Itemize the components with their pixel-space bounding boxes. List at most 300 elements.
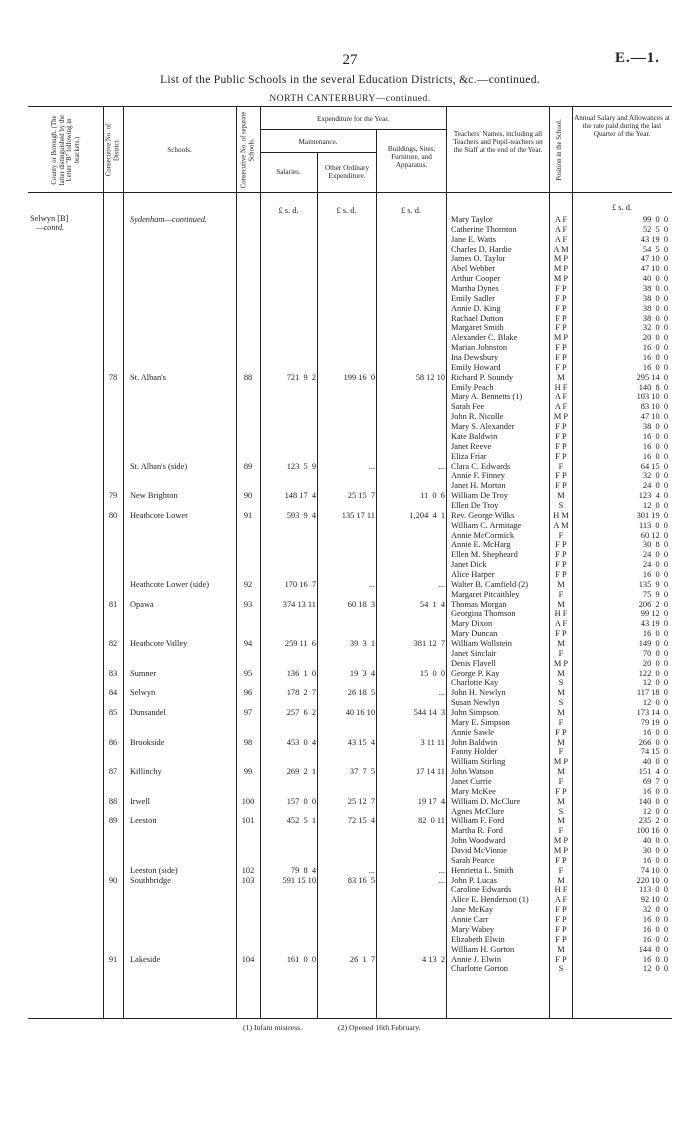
teacher-name: John P. Lucas xyxy=(451,875,497,885)
teacher-position: M P xyxy=(553,757,569,767)
teacher-name: Charlotte Kay xyxy=(451,678,499,688)
teacher-salary: 52 5 0 xyxy=(642,224,668,234)
school-number: 89 xyxy=(243,461,253,471)
teacher-salary: 16 0 0 xyxy=(642,362,668,372)
teacher-position: H M xyxy=(553,510,569,520)
other-expenditure-value: 135 17 11 xyxy=(341,510,375,520)
teacher-salary: 20 0 0 xyxy=(642,333,668,343)
teacher-position: M xyxy=(557,372,565,382)
teacher-name: John Baldwin xyxy=(451,737,498,747)
teacher-salary: 122 0 0 xyxy=(638,668,668,678)
other-expenditure-value: 40 16 10 xyxy=(345,708,375,717)
teacher-position: F P xyxy=(555,284,567,294)
salaries-value: 721 9 2 xyxy=(286,372,316,382)
salaries-value: 136 1 0 xyxy=(286,668,316,678)
school-name: Heathcote Lower xyxy=(130,510,188,520)
teacher-salary: 12 0 0 xyxy=(642,698,668,708)
school-number: 88 xyxy=(243,372,253,382)
other-expenditure-value: 25 15 7 xyxy=(347,491,375,501)
other-expenditure-value: 25 12 7 xyxy=(347,796,375,806)
teacher-position: A F xyxy=(554,234,568,244)
district-number: 79 xyxy=(108,491,118,501)
teacher-position: A F xyxy=(554,224,568,234)
district-number: 87 xyxy=(108,767,118,777)
page-reference: E.—1. xyxy=(614,50,660,66)
teacher-name: Martha Dynes xyxy=(451,284,499,294)
buildings-value: 15 0 0 xyxy=(419,668,445,678)
teacher-name: Thomas Morgan xyxy=(451,599,507,609)
teacher-salary: 151 4 0 xyxy=(638,767,668,777)
teacher-salary: 38 0 0 xyxy=(642,293,668,303)
buildings-value: 381 12 7 xyxy=(413,638,445,648)
county-name: Selwyn [B] xyxy=(30,214,69,223)
teacher-salary: 74 15 0 xyxy=(640,747,668,757)
teacher-salary: 38 0 0 xyxy=(642,313,668,323)
teacher-name: Rev. George Wilks xyxy=(451,510,515,520)
teacher-name: William F. Ford xyxy=(451,816,505,826)
teacher-salary: 16 0 0 xyxy=(642,924,668,934)
teacher-salary: 38 0 0 xyxy=(642,284,668,294)
other-units: £ s. d. xyxy=(336,206,357,215)
buildings-value: 544 14 3 xyxy=(413,708,445,717)
header-teachers: Teachers' Names, including all Teachers and Pupil-teachers on the Staff at the end of the Year. xyxy=(453,130,543,154)
teacher-position: M xyxy=(557,875,565,885)
district-number: 91 xyxy=(108,954,118,964)
district-number: 84 xyxy=(108,688,118,698)
teacher-name: Marian Johnston xyxy=(451,343,508,353)
buildings-value: 54 1 4 xyxy=(419,599,445,609)
school-name: St. Alban's xyxy=(130,372,166,382)
teacher-salary: 149 0 0 xyxy=(638,638,668,648)
salaries-value: 178 2 7 xyxy=(286,688,316,698)
teacher-name: Annie F. Finney xyxy=(451,471,505,481)
teacher-position: F xyxy=(558,589,564,599)
teacher-name: Ina Dewsbury xyxy=(451,353,499,363)
school-number: 97 xyxy=(243,708,253,717)
teacher-name: Eliza Friar xyxy=(451,451,487,461)
teacher-position: M P xyxy=(553,846,569,856)
teacher-salary: 75 9 0 xyxy=(642,589,668,599)
teacher-salary: 266 0 0 xyxy=(638,737,668,747)
salaries-units: £ s. d. xyxy=(278,206,299,215)
teacher-name: Catherine Thornton xyxy=(451,224,517,234)
teacher-name: Alexander C. Blake xyxy=(451,333,518,343)
teacher-salary: 60 12 0 xyxy=(640,530,668,540)
teacher-name: Charlotte Gorton xyxy=(451,964,508,974)
teacher-name: John Watson xyxy=(451,767,494,777)
buildings-value: ... xyxy=(438,461,445,471)
teacher-name: John Woodward xyxy=(451,836,506,846)
teacher-salary: 38 0 0 xyxy=(642,303,668,313)
teacher-name: William De Troy xyxy=(451,491,508,501)
district-number: 81 xyxy=(108,599,118,609)
teacher-name: Elizabeth Elwin xyxy=(451,934,505,944)
teacher-name: Margaret Pitcaithley xyxy=(451,589,520,599)
teacher-salary: 92 10 0 xyxy=(640,895,668,905)
teacher-position: M xyxy=(557,708,565,717)
salaries-value: 374 13 11 xyxy=(282,599,316,609)
teacher-name: Clara C. Edwards xyxy=(451,461,511,471)
school-name: Lakeside xyxy=(130,954,161,964)
teacher-name: William H. Gorton xyxy=(451,944,515,954)
teacher-name: Alice Harper xyxy=(451,569,495,579)
teacher-salary: 12 0 0 xyxy=(642,964,668,974)
teacher-salary: 24 0 0 xyxy=(642,550,668,560)
teacher-position: A F xyxy=(554,392,568,402)
teacher-name: Susan Newlyn xyxy=(451,698,500,708)
other-expenditure-value: ... xyxy=(368,579,375,589)
teacher-salary: 16 0 0 xyxy=(642,934,668,944)
school-name: Southbridge xyxy=(130,875,171,885)
teacher-position: M P xyxy=(553,333,569,343)
teacher-position: M xyxy=(557,796,565,806)
teacher-position: M P xyxy=(553,274,569,284)
teacher-position: F P xyxy=(555,954,567,964)
teacher-position: F xyxy=(558,777,564,787)
teacher-position: H F xyxy=(554,885,568,895)
salaries-value: 453 0 4 xyxy=(286,737,316,747)
teacher-name: Ellen M. Shepheard xyxy=(451,550,518,560)
salaries-value: 157 0 0 xyxy=(286,796,316,806)
school-number: 90 xyxy=(243,491,253,501)
teacher-salary: 30 0 0 xyxy=(642,846,668,856)
salaries-value: 148 17 4 xyxy=(284,491,316,501)
school-name: Dunsandel xyxy=(130,708,166,717)
header-position: Position in the School. xyxy=(556,119,564,181)
school-number: 100 xyxy=(241,796,255,806)
teacher-name: Sarah Fee xyxy=(451,402,485,412)
teacher-salary: 173 14 0 xyxy=(636,708,668,717)
teacher-position: A F xyxy=(554,619,568,629)
other-expenditure-value: 43 15 4 xyxy=(347,737,375,747)
teacher-position: M P xyxy=(553,412,569,422)
teacher-name: Henrietta L. Smith xyxy=(451,865,514,875)
teacher-name: Fanny Holder xyxy=(451,747,498,757)
teacher-position: F xyxy=(558,826,564,836)
district-number: 90 xyxy=(108,875,118,885)
teacher-salary: 16 0 0 xyxy=(642,629,668,639)
teacher-name: Kate Baldwin xyxy=(451,431,498,441)
teacher-position: F P xyxy=(555,905,567,915)
teacher-position: M xyxy=(557,579,565,589)
teacher-salary: 220 10 0 xyxy=(636,875,668,885)
teacher-salary: 38 0 0 xyxy=(642,422,668,432)
teacher-position: F P xyxy=(555,313,567,323)
teacher-name: John R. Nicolle xyxy=(451,412,504,422)
teacher-salary: 32 0 0 xyxy=(642,323,668,333)
teacher-position: A F xyxy=(554,402,568,412)
teacher-position: M xyxy=(557,491,565,501)
salaries-value: 161 0 0 xyxy=(286,954,316,964)
teacher-position: F xyxy=(558,530,564,540)
header-schools: Schools. xyxy=(167,146,192,154)
teacher-salary: 70 0 0 xyxy=(642,648,668,658)
teacher-salary: 20 0 0 xyxy=(642,658,668,668)
teacher-salary: 117 18 0 xyxy=(636,688,668,698)
header-maintenance: Maintenance. xyxy=(298,138,338,146)
teacher-salary: 16 0 0 xyxy=(642,727,668,737)
teacher-position: S xyxy=(558,698,564,708)
other-expenditure-value: ... xyxy=(368,865,375,875)
school-number: 91 xyxy=(243,510,253,520)
teacher-salary: 144 0 0 xyxy=(638,944,668,954)
teacher-position: F P xyxy=(555,629,567,639)
teacher-name: Janet Currie xyxy=(451,777,492,787)
teacher-name: David McVinnie xyxy=(451,846,508,856)
school-number: 101 xyxy=(241,816,255,826)
buildings-value: 4 13 2 xyxy=(421,954,445,964)
buildings-units: £ s. d. xyxy=(400,206,421,215)
other-expenditure-value: 37 7 5 xyxy=(349,767,375,777)
teacher-name: Alice E. Henderson (1) xyxy=(451,895,529,905)
teacher-salary: 32 0 0 xyxy=(642,905,668,915)
teacher-salary: 16 0 0 xyxy=(642,954,668,964)
teacher-salary: 24 0 0 xyxy=(642,560,668,570)
teacher-position: F P xyxy=(555,560,567,570)
teacher-position: F P xyxy=(555,727,567,737)
teacher-name: William D. McClure xyxy=(451,796,521,806)
school-number: 92 xyxy=(243,579,253,589)
other-expenditure-value: 19 3 4 xyxy=(349,668,375,678)
teacher-name: Emily Howard xyxy=(451,362,501,372)
school-name: Irwell xyxy=(130,796,150,806)
teacher-name: Annie Sawle xyxy=(451,727,495,737)
teacher-salary: 83 10 0 xyxy=(640,402,668,412)
teacher-name: Janet Sinclair xyxy=(451,648,497,658)
teacher-position: F xyxy=(558,648,564,658)
teacher-position: F P xyxy=(555,293,567,303)
teacher-salary: 140 8 0 xyxy=(638,382,668,392)
page-number: 27 xyxy=(342,52,358,68)
teacher-name: Annie D. King xyxy=(451,303,501,313)
other-expenditure-value: 39 3 1 xyxy=(349,638,375,648)
teacher-salary: 47 10 0 xyxy=(640,264,668,274)
buildings-value: 19 17 4 xyxy=(417,796,445,806)
teacher-name: Mary McKee xyxy=(451,786,496,796)
teacher-position: M xyxy=(557,767,565,777)
teacher-name: Arthur Cooper xyxy=(451,274,501,284)
header-consec-schools: Consecutive No. of separate Schools. xyxy=(240,111,255,189)
teacher-salary: 99 0 0 xyxy=(642,215,668,224)
teacher-position: F P xyxy=(555,441,567,451)
teacher-salary: 47 10 0 xyxy=(640,254,668,264)
teacher-name: George P. Kay xyxy=(451,668,500,678)
teacher-position: H F xyxy=(554,382,568,392)
school-number: 102 xyxy=(241,865,255,875)
teacher-salary: 16 0 0 xyxy=(642,786,668,796)
teacher-position: F xyxy=(558,717,564,727)
school-name: Brookside xyxy=(130,737,165,747)
teacher-salary: 301 19 0 xyxy=(636,510,668,520)
teacher-position: F P xyxy=(555,343,567,353)
salaries-value: 123 5 9 xyxy=(286,461,316,471)
teacher-name: Mary E. Simpson xyxy=(451,717,510,727)
teacher-name: Abel Webber xyxy=(451,264,496,274)
teacher-salary: 295 14 0 xyxy=(636,372,668,382)
teacher-name: Emily Peach xyxy=(451,382,494,392)
school-number: 99 xyxy=(243,767,253,777)
teacher-salary: 113 0 0 xyxy=(638,885,668,895)
teacher-name: Denis Flavell xyxy=(451,658,496,668)
buildings-value: 58 12 10 xyxy=(415,372,445,382)
teacher-position: F P xyxy=(555,569,567,579)
district-subtitle: NORTH CANTERBURY—continued. xyxy=(269,94,431,104)
buildings-value: ... xyxy=(438,579,445,589)
teacher-name: Margaret Smith xyxy=(451,323,504,333)
teacher-salary: 16 0 0 xyxy=(642,451,668,461)
teacher-salary: 113 0 0 xyxy=(638,520,668,530)
teacher-position: F P xyxy=(555,550,567,560)
school-name: Heathcote Lower (side) xyxy=(130,579,210,589)
teacher-salary: 64 15 0 xyxy=(640,461,668,471)
teacher-name: Jane McKay xyxy=(451,905,494,915)
teacher-position: F P xyxy=(555,855,567,865)
teacher-salary: 140 0 0 xyxy=(638,796,668,806)
district-number: 85 xyxy=(108,708,118,717)
other-expenditure-value: ... xyxy=(368,461,375,471)
school-name: St. Alban's (side) xyxy=(130,461,188,471)
buildings-value: 3 11 11 xyxy=(420,737,445,747)
teacher-salary: 16 0 0 xyxy=(642,431,668,441)
school-name: Killinchy xyxy=(130,767,162,777)
teacher-position: F P xyxy=(555,431,567,441)
teacher-name: John H. Newlyn xyxy=(451,688,506,698)
salaries-value: 591 15 10 xyxy=(282,875,316,885)
teacher-position: M P xyxy=(553,658,569,668)
teacher-name: Annie Carr xyxy=(451,915,489,925)
teacher-position: F xyxy=(558,747,564,757)
teacher-name: Mary A. Bennetts (1) xyxy=(451,392,523,402)
teacher-position: F P xyxy=(555,471,567,481)
school-number: 98 xyxy=(243,737,253,747)
school-name: Leeston xyxy=(130,816,157,826)
teacher-position: F P xyxy=(555,915,567,925)
other-expenditure-value: 26 1 7 xyxy=(349,954,375,964)
teacher-name: William Wollstein xyxy=(451,638,512,648)
annual-units: £ s. d. xyxy=(611,203,632,212)
teacher-name: Mary Wabey xyxy=(451,924,495,934)
header-annual-salary: Annual Salary and Allowances at the rate paid during the last Quarter of the Year. xyxy=(574,114,670,138)
district-number: 78 xyxy=(108,372,118,382)
teacher-name: Walter B. Camfield (2) xyxy=(451,579,529,589)
school-number: 95 xyxy=(243,668,253,678)
teacher-salary: 79 19 0 xyxy=(640,717,668,727)
teacher-name: Georgina Thomson xyxy=(451,609,516,619)
other-expenditure-value: 26 18 5 xyxy=(347,688,375,698)
teacher-position: S xyxy=(558,964,564,974)
school-name: Sumner xyxy=(130,668,157,678)
buildings-value: 17 14 11 xyxy=(415,767,445,777)
teacher-name: Ellen De Troy xyxy=(451,500,499,510)
school-name: Selwyn xyxy=(130,688,156,698)
teacher-position: M xyxy=(557,944,565,954)
teacher-name: James O. Taylor xyxy=(451,254,506,264)
district-number: 82 xyxy=(108,638,118,648)
teacher-position: S xyxy=(558,678,564,688)
salaries-value: 593 9 4 xyxy=(286,510,316,520)
teacher-salary: 40 0 0 xyxy=(642,757,668,767)
teacher-salary: 40 0 0 xyxy=(642,274,668,284)
table-title: List of the Public Schools in the several Education Districts, &c.—continued. xyxy=(160,74,540,86)
teacher-name: Martha R. Ford xyxy=(451,826,503,836)
teacher-position: M xyxy=(557,816,565,826)
teacher-salary: 32 0 0 xyxy=(642,471,668,481)
teacher-salary: 74 10 0 xyxy=(640,865,668,875)
header-consec-district: Consecutive No. of District. xyxy=(105,123,120,177)
other-expenditure-value: 83 16 5 xyxy=(347,875,375,885)
teacher-salary: 16 0 0 xyxy=(642,855,668,865)
salaries-value: 170 16 7 xyxy=(284,579,316,589)
teacher-salary: 24 0 0 xyxy=(642,481,668,491)
school-number: 104 xyxy=(241,954,255,964)
header-salaries: Salaries. xyxy=(276,168,301,176)
teacher-salary: 235 2 0 xyxy=(638,816,668,826)
teacher-position: M xyxy=(557,688,565,698)
school-name: Sydenham—continued. xyxy=(130,215,207,224)
school-number: 103 xyxy=(241,875,255,885)
school-number: 93 xyxy=(243,599,253,609)
teacher-position: F P xyxy=(555,362,567,372)
teacher-salary: 16 0 0 xyxy=(642,569,668,579)
header-county: County or Borough. (The latter distinguished by the Letter "B" following in brackets.) xyxy=(50,114,81,186)
header-buildings: Buildings, Sites, Furniture, and Apparatus. xyxy=(387,145,436,169)
teacher-position: S xyxy=(558,806,564,816)
county-continued: —contd. xyxy=(36,223,65,232)
teacher-name: Emily Sadler xyxy=(451,293,495,303)
teacher-name: Annie J. Elwin xyxy=(451,954,502,964)
salaries-value: 257 6 2 xyxy=(286,708,316,717)
teacher-name: Mary S. Alexander xyxy=(451,422,515,432)
other-expenditure-value: 72 15 4 xyxy=(347,816,375,826)
teacher-salary: 16 0 0 xyxy=(642,353,668,363)
teacher-name: Mary Duncan xyxy=(451,629,498,639)
teacher-name: Annie E. McHarg xyxy=(451,540,511,550)
teacher-position: F P xyxy=(555,934,567,944)
teacher-name: Caroline Edwards xyxy=(451,885,512,895)
other-expenditure-value: 199 16 0 xyxy=(343,372,375,382)
teacher-position: F P xyxy=(555,786,567,796)
teacher-name: Janet Dick xyxy=(451,560,487,570)
teacher-salary: 43 19 0 xyxy=(640,234,668,244)
footnote-opened: (2) Opened 16th February. xyxy=(338,1023,421,1032)
buildings-value: ... xyxy=(438,865,445,875)
teacher-salary: 69 7 0 xyxy=(642,777,668,787)
school-name: Heathcote Valley xyxy=(130,638,188,648)
teacher-position: F P xyxy=(555,353,567,363)
district-number: 86 xyxy=(108,737,118,747)
teacher-name: Mary Taylor xyxy=(451,215,493,224)
school-name: Opawa xyxy=(130,599,154,609)
teacher-position: F P xyxy=(555,924,567,934)
district-number: 89 xyxy=(108,816,118,826)
teacher-name: William Stirling xyxy=(451,757,506,767)
teacher-name: Annie McCormick xyxy=(451,530,515,540)
salaries-value: 269 2 1 xyxy=(286,767,316,777)
district-number: 83 xyxy=(108,668,118,678)
salaries-value: 452 5 1 xyxy=(286,816,316,826)
teacher-name: Sarah Pearce xyxy=(451,855,495,865)
header-expenditure: Expenditure for the Year. xyxy=(316,115,390,123)
teacher-position: F P xyxy=(555,303,567,313)
district-number: 88 xyxy=(108,796,118,806)
teacher-salary: 99 12 0 xyxy=(640,609,668,619)
teacher-salary: 12 0 0 xyxy=(642,806,668,816)
school-name: Leeston (side) xyxy=(130,865,178,875)
teacher-name: John Simpson xyxy=(451,708,499,717)
teacher-position: F xyxy=(558,461,564,471)
teacher-position: M P xyxy=(553,836,569,846)
teacher-salary: 12 0 0 xyxy=(642,678,668,688)
